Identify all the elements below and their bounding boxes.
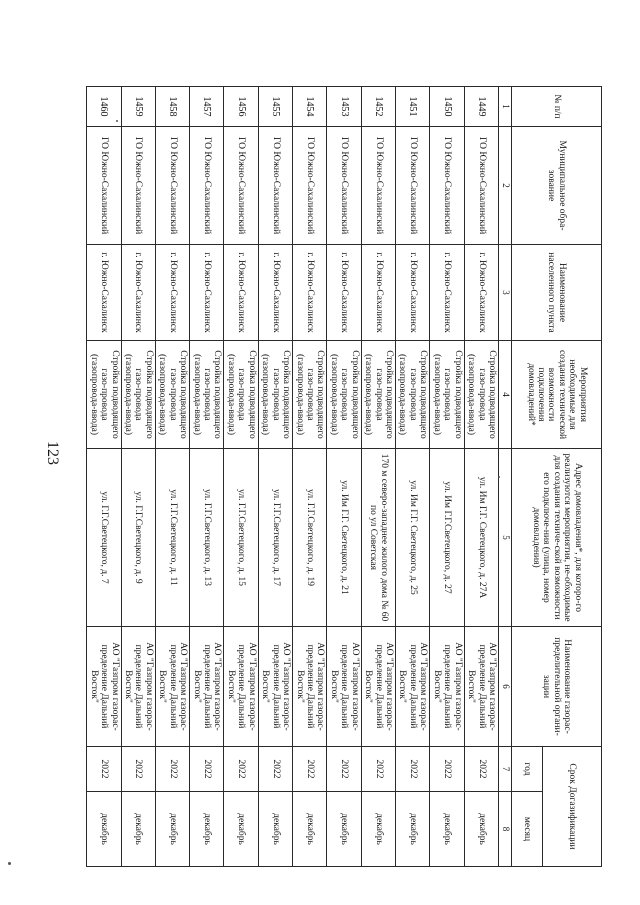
- settlement-cell: г. Южно-Сахалинск: [87, 245, 121, 341]
- header-settlement: Наименование населенного пункта: [512, 245, 602, 341]
- settlement-cell: г. Южно-Сахалинск: [361, 245, 395, 341]
- settlement-cell: г. Южно-Сахалинск: [396, 245, 430, 341]
- month-cell: декабрь: [464, 792, 498, 867]
- row-number: 1455: [258, 87, 292, 127]
- measure-cell: Стройка подводящего газо-провода (газопровода-ввода): [361, 341, 395, 449]
- address-cell: ул. Г.Г.Светецкого, д. 15: [224, 449, 258, 627]
- measure-cell: Стройка подводящего газо-провода (газопровода-ввода): [121, 341, 155, 449]
- scan-speck: [498, 476, 500, 478]
- measure-cell: Стройка подводящего газо-провода (газопровода-ввода): [327, 341, 361, 449]
- settlement-cell: г. Южно-Сахалинск: [258, 245, 292, 341]
- month-cell: декабрь: [361, 792, 395, 867]
- column-number: 6: [499, 627, 512, 747]
- distributor-cell: АО "Газпром газорас-пределение Дальний Восток": [258, 627, 292, 747]
- address-cell: ул. Им Г.Г.Светецкого, д. 27: [430, 449, 464, 627]
- row-number: 1458: [155, 87, 189, 127]
- address-cell: ул. Г.Г.Светецкого, д. 9: [121, 449, 155, 627]
- distributor-cell: АО "Газпром газорас-пределение Дальний Восток": [361, 627, 395, 747]
- column-number: 7: [499, 747, 512, 792]
- header-month: месяц: [512, 792, 543, 867]
- table-row: [464, 87, 498, 867]
- distributor-cell: АО "Газпром газорас-пределение Дальний Восток": [121, 627, 155, 747]
- municipality-cell: ГО Южно-Сахалинский: [464, 127, 498, 245]
- month-cell: декабрь: [224, 792, 258, 867]
- column-number: 8: [499, 792, 512, 867]
- gasification-table: [86, 86, 602, 867]
- column-number: 3: [499, 245, 512, 341]
- table-row: [396, 87, 430, 867]
- distributor-cell: АО "Газпром газорас-пределение Дальний Восток": [155, 627, 189, 747]
- settlement-cell: г. Южно-Сахалинск: [224, 245, 258, 341]
- column-number: 5: [499, 449, 512, 627]
- row-number: 1460: [87, 87, 121, 127]
- settlement-cell: г. Южно-Сахалинск: [293, 245, 327, 341]
- measure-cell: Стройка подводящего газо-провода (газопровода-ввода): [293, 341, 327, 449]
- measure-cell: Стройка подводящего газо-провода (газопровода-ввода): [155, 341, 189, 449]
- address-cell: ул. Им Г.Г. Светецкого, д. 25: [396, 449, 430, 627]
- header-municipality: Муниципальное обра-зование: [512, 127, 602, 245]
- year-cell: 2022: [258, 747, 292, 792]
- address-cell: 170 м северо-западнее жилого дома № 60 по ул Советская: [361, 449, 395, 627]
- measure-cell: Стройка подводящего газо-провода (газопровода-ввода): [224, 341, 258, 449]
- row-number: 1450: [430, 87, 464, 127]
- distributor-cell: АО "Газпром газорас-пределение Дальний Восток": [190, 627, 224, 747]
- year-cell: 2022: [293, 747, 327, 792]
- distributor-cell: АО "Газпром газорас-пределение Дальний Восток": [464, 627, 498, 747]
- column-number: 4: [499, 341, 512, 449]
- measure-cell: Стройка подводящего газо-провода (газопровода-ввода): [87, 341, 121, 449]
- distributor-cell: АО "Газпром газорас-пределение Дальний Восток": [87, 627, 121, 747]
- page-number: 123: [44, 441, 61, 465]
- column-number-row: [499, 87, 512, 867]
- table-row: [327, 87, 361, 867]
- measure-cell: Стройка подводящего газо-провода (газопровода-ввода): [464, 341, 498, 449]
- row-number: 1459: [121, 87, 155, 127]
- document-sheet: [88, 86, 602, 866]
- municipality-cell: ГО Южно-Сахалинский: [293, 127, 327, 245]
- municipality-cell: ГО Южно-Сахалинский: [430, 127, 464, 245]
- row-number: 1456: [224, 87, 258, 127]
- municipality-cell: ГО Южно-Сахалинский: [396, 127, 430, 245]
- measure-cell: Стройка подводящего газо-провода (газопровода-ввода): [190, 341, 224, 449]
- settlement-cell: г. Южно-Сахалинск: [327, 245, 361, 341]
- table-row: [155, 87, 189, 867]
- year-cell: 2022: [224, 747, 258, 792]
- year-cell: 2022: [190, 747, 224, 792]
- address-cell: ул. Им Г.Г. Светецкого, д. 21: [327, 449, 361, 627]
- settlement-cell: г. Южно-Сахалинск: [430, 245, 464, 341]
- table-row: [87, 87, 121, 867]
- year-cell: 2022: [396, 747, 430, 792]
- address-cell: ул. Им Г.Г. Светецкого, д. 27А: [464, 449, 498, 627]
- distributor-cell: АО "Газпром газорас-пределение Дальний Восток": [224, 627, 258, 747]
- address-cell: ул. Г.Г.Светецкого, д. 7: [87, 449, 121, 627]
- month-cell: декабрь: [87, 792, 121, 867]
- address-cell: ул. Г.Г.Светецкого, д. 11: [155, 449, 189, 627]
- table-row: [361, 87, 395, 867]
- row-number: 1457: [190, 87, 224, 127]
- month-cell: декабрь: [121, 792, 155, 867]
- month-cell: декабрь: [258, 792, 292, 867]
- month-cell: декабрь: [293, 792, 327, 867]
- month-cell: декабрь: [430, 792, 464, 867]
- year-cell: 2022: [464, 747, 498, 792]
- measure-cell: Стройка подводящего газо-провода (газопровода-ввода): [258, 341, 292, 449]
- municipality-cell: ГО Южно-Сахалинский: [87, 127, 121, 245]
- distributor-cell: АО "Газпром газорас-пределение Дальний Восток": [327, 627, 361, 747]
- year-cell: 2022: [327, 747, 361, 792]
- address-cell: ул. Г.Г.Светецкого, д. 19: [293, 449, 327, 627]
- municipality-cell: ГО Южно-Сахалинский: [258, 127, 292, 245]
- municipality-cell: ГО Южно-Сахалинский: [121, 127, 155, 245]
- municipality-cell: ГО Южно-Сахалинский: [155, 127, 189, 245]
- table-row: [258, 87, 292, 867]
- header-year: год: [512, 747, 543, 792]
- month-cell: декабрь: [396, 792, 430, 867]
- column-number: 1: [499, 87, 512, 127]
- table-row: [224, 87, 258, 867]
- header-deadline: Срок Догазификации: [543, 747, 602, 867]
- year-cell: 2022: [121, 747, 155, 792]
- year-cell: 2022: [430, 747, 464, 792]
- table-row: [190, 87, 224, 867]
- distributor-cell: АО "Газпром газорас-пределение Дальний Восток": [293, 627, 327, 747]
- row-number: 1453: [327, 87, 361, 127]
- row-number: 1452: [361, 87, 395, 127]
- settlement-cell: г. Южно-Сахалинск: [155, 245, 189, 341]
- row-number: 1451: [396, 87, 430, 127]
- scan-speck: [116, 120, 118, 122]
- year-cell: 2022: [87, 747, 121, 792]
- row-number: 1454: [293, 87, 327, 127]
- distributor-cell: АО "Газпром газорас-пределение Дальний Восток": [430, 627, 464, 747]
- header-row: [543, 87, 602, 867]
- measure-cell: Стройка подводящего газо-провода (газопровода-ввода): [396, 341, 430, 449]
- month-cell: декабрь: [190, 792, 224, 867]
- year-cell: 2022: [361, 747, 395, 792]
- settlement-cell: г. Южно-Сахалинск: [190, 245, 224, 341]
- month-cell: декабрь: [327, 792, 361, 867]
- municipality-cell: ГО Южно-Сахалинский: [327, 127, 361, 245]
- address-cell: ул. Г.Г.Светецкого, д. 13: [190, 449, 224, 627]
- municipality-cell: ГО Южно-Сахалинский: [190, 127, 224, 245]
- municipality-cell: ГО Южно-Сахалинский: [361, 127, 395, 245]
- header-num: № п/п: [512, 87, 602, 127]
- header-address: Адрес домовладения*, для которо-го реализуются мероприятия, не-обходимые для создания техниче-ской возможности его подключе-ния (улица, номер домовладения): [512, 449, 602, 627]
- table-row: [121, 87, 155, 867]
- year-cell: 2022: [155, 747, 189, 792]
- address-cell: ул. Г.Г.Светецкого, д. 17: [258, 449, 292, 627]
- header-distributor: Наименование газорас-пределительной органи-зации: [512, 627, 602, 747]
- measure-cell: Стройка подводящего газо-провода (газопровода-ввода): [430, 341, 464, 449]
- settlement-cell: г. Южно-Сахалинск: [464, 245, 498, 341]
- column-number: 2: [499, 127, 512, 245]
- header-measures: Мероприятия необходимые для создания технической возможности подключения домовладений*: [512, 341, 602, 449]
- scan-speck: [8, 862, 11, 865]
- table-row: [430, 87, 464, 867]
- month-cell: декабрь: [155, 792, 189, 867]
- settlement-cell: г. Южно-Сахалинск: [121, 245, 155, 341]
- row-number: 1449: [464, 87, 498, 127]
- table-row: [293, 87, 327, 867]
- distributor-cell: АО "Газпром газорас-пределение Дальний Восток": [396, 627, 430, 747]
- municipality-cell: ГО Южно-Сахалинский: [224, 127, 258, 245]
